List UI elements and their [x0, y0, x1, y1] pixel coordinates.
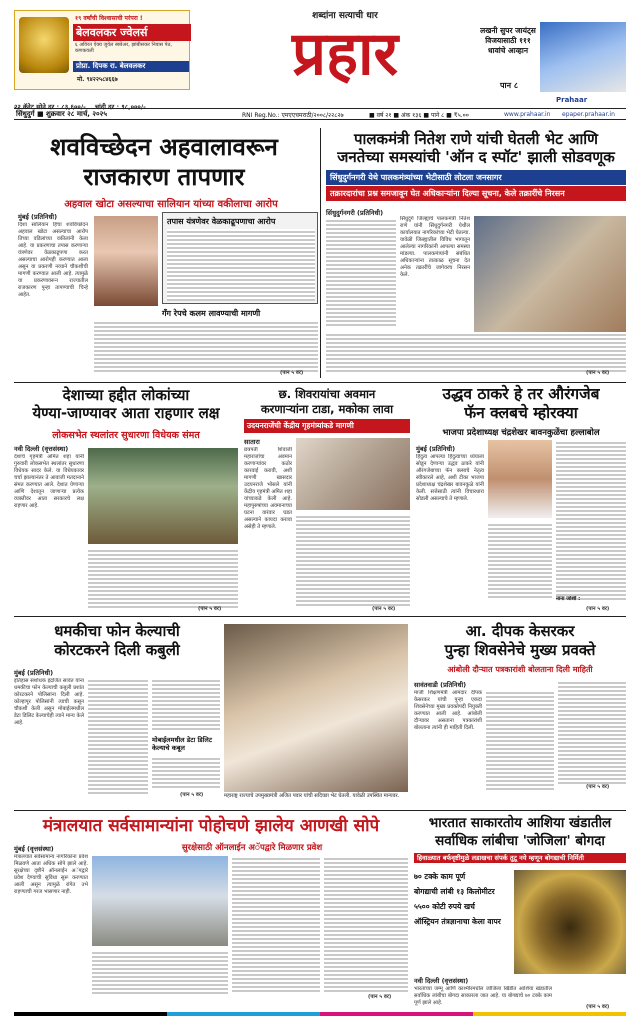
story6-headline-1: धमकीचा फोन केल्याची [54, 622, 180, 640]
section-rule-3 [14, 810, 626, 811]
bottom-color-bar [14, 1012, 626, 1016]
story8-text: मंत्रालयात सर्वसामान्य नागरिकांना प्रवेश मिळवणे आता अधिक सोपे झाले आहे. सुरक्षेच्या दृष्टीने ऑनलाईन अॅपद्वारे प्रवेश देण्याची सुविधा सुरू करण्यात आली असून त्यामुळे रांगेत उभे राहण्याची गरज भासणार नाही. [14, 854, 88, 895]
story9-byline: नवी दिल्ली (वृत्तसंस्था) [414, 977, 469, 985]
story4-text-2 [296, 514, 410, 606]
masthead-tagline: शब्दांना सत्याची धार [312, 11, 378, 21]
story1-text-col1: दिशा सालियान हिचा शवविच्छेदन अहवाल खोटा असल्याचा आरोप तिच्या वडिलांच्या वकीलांनी केला आहे. या प्रकरणाचा तपास करणाऱ्या यंत्रणेवर वेळकाढूपणा करत असल्याचा आरोपही करण्यात आला असून या प्रकरणी नव्याने चौकशीची मागणी करण्यात आली आहे. त्यामुळे या प्रकरणावरून राज्यातील राजकारण पुन्हा तापण्याची चिन्हे आहेत. [18, 222, 88, 298]
story9-headline-1: भारतात साकारतोय आशिया खंडातील [428, 815, 612, 831]
story9-kicker: हिवाळ्यात बर्फवृष्टीमुळे लडाखचा संपर्क तुटू नये म्हणून बोगद्याची निर्मिती [414, 853, 626, 863]
ipl-text: लखनी सुपर जायंट्स विजयासाठी १११ धावांचे आव्हान [480, 26, 536, 55]
story9-photo [514, 870, 626, 974]
column-divider [320, 128, 321, 378]
story5-quote-label: नाना जोशी : [556, 596, 581, 602]
story1-text-col2 [94, 320, 318, 372]
story5-headline-2: फॅन क्लबचे म्होरक्या [464, 404, 578, 422]
story7-text: माजी शिक्षणमंत्री आमदार दीपक केसरकर यांची पुन्हा एकदा शिवसेनेच्या मुख्य प्रवक्तेपदी नियुक्ती करण्यात आली आहे. आंबोली दौऱ्यावर असताना पत्रकारांशी बोलताना त्यांनी ही माहिती दिली. [414, 690, 482, 731]
story2-text-col1 [326, 218, 396, 328]
story1-sidebox [162, 212, 318, 304]
story8-continued: (पान ५ वर) [368, 994, 392, 1000]
story6-text-2 [88, 678, 148, 796]
story9-facts [414, 872, 510, 970]
story1-sidebox-text [167, 229, 315, 301]
ipl-box [478, 22, 626, 96]
ad-tagline: १९ वर्षांची विश्वासाची परंपरा ! [75, 15, 143, 22]
story6-byline: मुंबई (प्रतिनिधी) [14, 669, 54, 677]
story6-continued: (पान ५ वर) [180, 792, 204, 798]
story7-continued: (पान ५ वर) [586, 784, 610, 790]
story7-byline: सावंतवाडी (प्रतिनिधी) [414, 681, 467, 689]
story7-kicker: आंबोली दौऱ्यात पत्रकारांशी बोलताना दिली माहिती [447, 665, 593, 674]
story8-headline: मंत्रालयात सर्वसामान्यांना पोहोचणे झालेय आणखी सोपे [42, 816, 380, 836]
ipl-page-ref: पान ८ [500, 81, 519, 90]
ad-address: ६ अविरत ऐक्य जुवेल स्क्वेअर, झांबीसकर निवास पेठ, कणकवली [75, 42, 172, 54]
story2-bullet1: सिंधुदुर्गनगरी येथे पालकमंत्र्यांच्या भेटीसाठी लोटला जनसागर [326, 170, 626, 185]
story8-kicker: सुरक्षेसाठी ऑनलाईन अॅपद्वारे मिळणार प्रवेश [181, 843, 323, 853]
story4-headline-2: करणाऱ्यांना टाडा, मकोका लावा [260, 402, 394, 416]
masthead-title: प्रहार [291, 19, 399, 89]
story1-continued: (पान ५ वर) [280, 370, 304, 376]
story3-text-2 [88, 548, 238, 608]
story1-photo [94, 216, 158, 306]
story5-byline: मुंबई (प्रतिनिधी) [416, 445, 456, 453]
story1-kicker: अहवाल खोटा असल्याचा सालियान यांच्या वकीलाचा आरोप [64, 199, 278, 210]
story4-headline-1: छ. शिवरायांचा अवमान [278, 387, 376, 401]
story9-fact: ५५०० कोटी रुपये खर्च [414, 902, 475, 911]
story2-byline: सिंधुदुर्गनगरी (प्रतिनिधी) [326, 209, 384, 217]
story3-byline: नवी दिल्ली (वृत्तसंस्था) [14, 445, 69, 453]
date-bar [14, 108, 626, 120]
story9-fact: ७० टक्के काम पूर्ण [414, 872, 466, 881]
brand-logo: Prahaar [556, 96, 588, 104]
story6-text: इतिहास संशोधक इंद्रजित सावंत यांना धमकीचा फोन केल्याची कबुली प्रशांत कोरटकरने पोलिसांना दिली आहे. कोल्हापूर पोलिसांनी त्याची कसून चौकशी केली असून मोबाईलमधील डेटा डिलिट केल्याचेही त्याने मान्य केले आहे. [14, 678, 84, 726]
story5-photo [488, 440, 552, 518]
ad-phone: मो. ९४२२५८४६६७ [77, 76, 118, 83]
story4-text: छत्रपती शिवाजी महाराजांचा अवमान करणाऱ्यांवर कठोर कारवाई करावी, अशी मागणी खासदार उदयनराजे भोसले यांनी केंद्रीय गृहमंत्री अमित शहा यांच्याकडे केली आहे. महापुरुषांच्या अवमानाच्या घटना वारंवार घडत असल्याने कायदा करावा असेही ते म्हणाले. [244, 447, 292, 530]
story7-headline-2: पुन्हा शिवसेनेचे मुख्य प्रवक्ते [444, 641, 596, 659]
story5-headline-1: उद्धव ठाकरे हे तर औरंगजेब [442, 385, 600, 403]
section-rule-1 [14, 382, 626, 383]
story8-text-3 [324, 856, 408, 994]
story5-text-2 [556, 440, 626, 600]
rates-strip [14, 94, 190, 111]
ad-person: प्रोप्रा. दिपक रा. बेलवलकर [73, 61, 189, 72]
story9-text: भारताच्या जम्मू आणि काश्मीरमधील जोजिला खिंडीत आशिया खंडातील सर्वाधिक लांबीचा बोगदा साकारला जात आहे. या बोगद्याचे ७० टक्के काम पूर्ण झाले आहे. [414, 986, 552, 1006]
ad-brand: बेलवलकर ज्वेलर्स [73, 24, 191, 41]
story6-sub: मोबाईलमधील डेटा डिलिट केल्याचे कबूल [152, 736, 213, 752]
story2-headline-1: पालकमंत्री नितेश राणे यांची घेतली भेट आणि [353, 130, 599, 148]
story8-text-2 [232, 856, 320, 994]
story1-headline: शवविच्छेदन अहवालावरून राजकारण तापणार [50, 133, 278, 191]
story1-sub2: गँग रेपचे कलम लावण्याची मागणी [162, 309, 261, 318]
section-rule-2 [14, 616, 626, 617]
epaper-link[interactable]: epaper.prahaar.in [562, 111, 615, 118]
silver-rate: चांदी दर : ९८,०००/- [94, 103, 146, 111]
story3-headline-2: येण्या-जाण्यावर आता राहणार लक्ष [32, 404, 220, 422]
story8-text-4 [92, 950, 228, 994]
story2-headline-2: जनतेच्या समस्यांची 'ऑन द स्पॉट' झाली सोडवणूक [337, 148, 615, 166]
story4-byline: सातारा [244, 438, 260, 446]
location-date: सिंधुदुर्ग ■ शुक्रवार २८ मार्च, २०२५ [16, 110, 107, 118]
story5-text: हिंदुत्व आपल्या हिंदुत्वाच्या ध्येयाला सोडून देणाऱ्या उद्धव ठाकरे यांनी औरंगजेबाच्या फॅन क्लबचे नेतृत्व स्वीकारले आहे, अशी टीका भाजपा प्रदेशाध्यक्ष चंद्रशेखर बावनकुळे यांनी केली. सत्तेसाठी त्यांनी विचारधारा सोडली असल्याचे ते म्हणाले. [416, 454, 484, 502]
story7-headline-1: आ. दीपक केसरकर [465, 622, 575, 640]
ipl-player-photo [540, 22, 626, 92]
story1-byline: मुंबई (प्रतिनिधी) [18, 213, 58, 221]
story8-photo [92, 856, 228, 946]
story3-kicker: लोकसभेत स्थलांतर सुधारणा विधेयक संमत [52, 430, 200, 441]
story1-sub1: तपास यंत्रणेवर वेळकाढूपणाचा आरोप [167, 217, 276, 226]
story7-text-3 [558, 680, 626, 786]
story6-text-3 [152, 678, 220, 732]
center-photo [224, 624, 408, 792]
story3-photo [88, 448, 238, 544]
story5-continued: (पान ५ वर) [586, 606, 610, 612]
story3-text: देशाचे गृहमंत्री अमित शहा यांनी गुरुवारी लोकसभेत स्थलांतर सुधारणा विधेयक सादर केले. या विधेयकावर चर्चा झाल्यानंतर ते आवाजी मतदानाने संमत करण्यात आले. देशात येणाऱ्या आणि देशातून जाणाऱ्या प्रत्येक व्यक्तीवर आता सरकारचे लक्ष राहणार आहे. [14, 454, 84, 509]
header-ad-left [14, 10, 190, 90]
story3-continued: (पान ५ वर) [198, 606, 222, 612]
story2-photo [474, 216, 626, 336]
story3-headline-1: देशाच्या हद्दीत लोकांच्या [62, 386, 190, 404]
story9-fact: बोगद्याची लांबी १३ किलोमीटर [414, 887, 495, 896]
story4-kicker: उदयनराजेंची केंद्रीय गृहमंत्र्यांकडे मागणी [244, 419, 410, 433]
story5-text-3 [488, 522, 552, 600]
story6-text-4 [152, 756, 220, 790]
story5-kicker: भाजपा प्रदेशाध्यक्ष चंद्रशेखर बावनकुळेंचा हल्लाबोल [442, 428, 600, 438]
story9-headline-2: सर्वाधिक लांबीचा 'जोजिला' बोगदा [435, 833, 605, 849]
story2-text-col2: सिंधुदुर्ग जिल्ह्याचे पालकमंत्री नितेश राणे यांनी सिंधुदुर्गनगरी येथील कार्यालयात नागरिकांच्या भेटी घेतल्या. यावेळी जिल्ह्यातील विविध भागातून आलेल्या नागरिकांनी आपल्या समस्या मांडल्या. पालकमंत्र्यांनी संबंधित अधिकाऱ्यांना तात्काळ सूचना देत अनेक तक्रारींचे जागेवरच निरसन केले. [400, 216, 470, 278]
story4-continued: (पान ५ वर) [372, 606, 396, 612]
rni-number: RNI Reg.No.: एमएएचमराठी/२००८/२२८२७ [242, 112, 344, 119]
ad-jewel-photo [19, 17, 69, 73]
story9-fact: ऑस्ट्रियन तंत्रज्ञानाचा केला वापर [414, 917, 501, 926]
story2-continued: (पान ५ वर) [586, 370, 610, 376]
gold-rate: २२ कॅरेट सोने दर : ८३,६००/- [14, 103, 86, 111]
story4-photo [296, 438, 410, 510]
story9-continued: (पान ५ वर) [586, 1004, 610, 1010]
story6-headline-2: कोरटकरने दिली कबुली [54, 641, 180, 659]
story2-bullet2: तक्रारदारांचा प्रश्न समजावून घेत अधिकाऱ्यांना दिल्या सूचना, केले तक्रारींचे निरसन [326, 186, 626, 201]
story7-text-2 [486, 690, 554, 790]
center-photo-caption: महाराष्ट्र राज्याचे उपमुख्यमंत्री अजित पवार यांची सदिच्छा भेट घेतली. यावेळी उपस्थित मान्यवर. [224, 793, 400, 799]
story2-text-bottom [326, 332, 626, 372]
story8-byline: मुंबई (वृत्तसंस्था) [14, 845, 54, 853]
website-link[interactable]: www.prahaar.in [504, 111, 551, 118]
issue-meta: ■ वर्ष २१ ■ अंक १३६ ■ पाने ८ ■ ₹५.०० [369, 112, 469, 119]
